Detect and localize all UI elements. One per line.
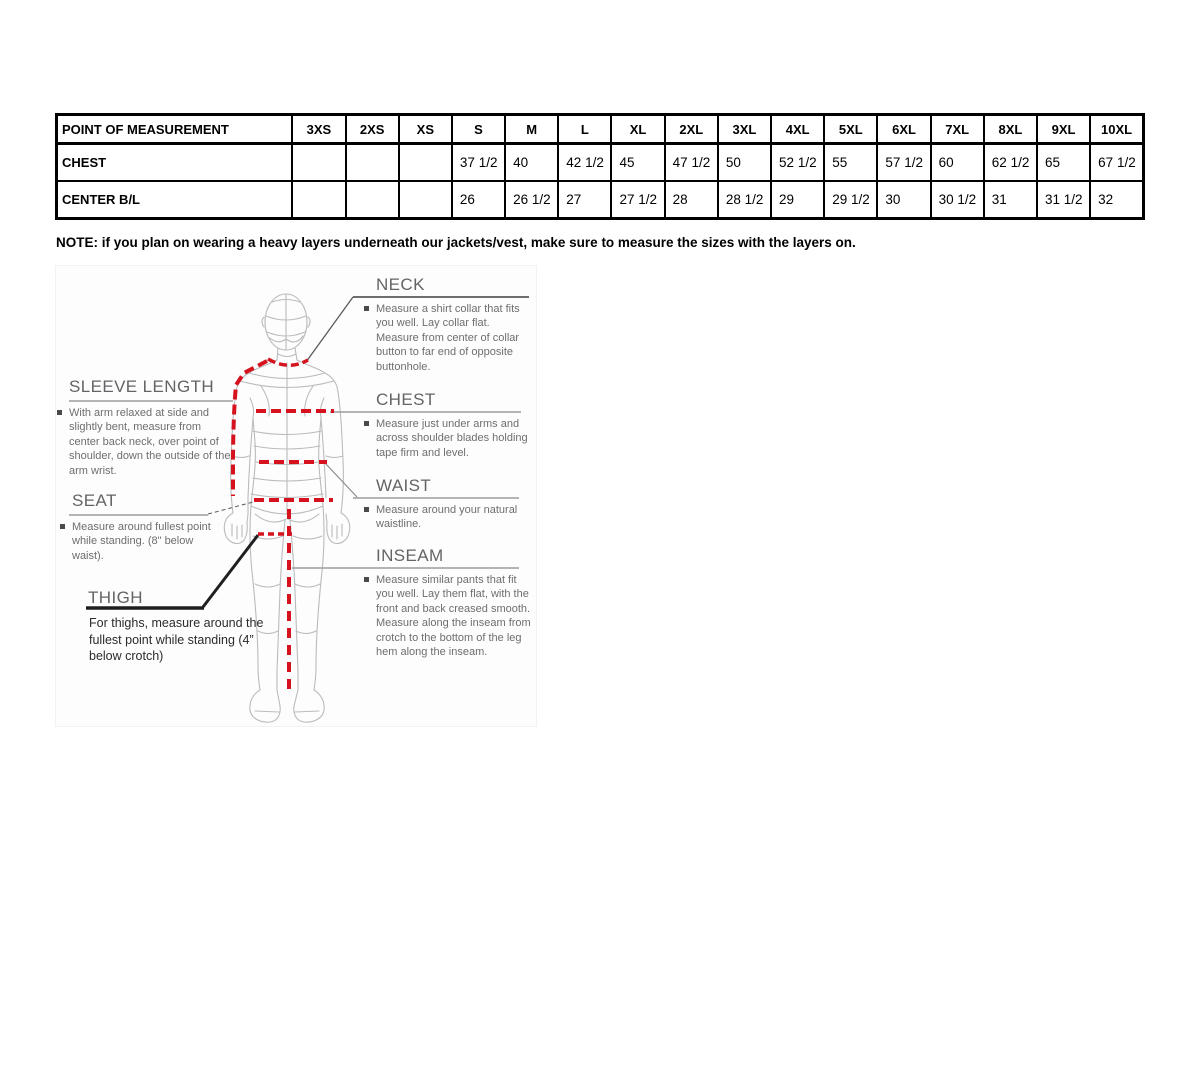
center-bl-value: 29 1/2 bbox=[824, 181, 877, 219]
column-header-s: S bbox=[452, 115, 505, 144]
chest-heading: CHEST bbox=[376, 390, 436, 409]
column-header-8xl: 8XL bbox=[984, 115, 1037, 144]
column-header-3xs: 3XS bbox=[292, 115, 345, 144]
column-header-9xl: 9XL bbox=[1037, 115, 1090, 144]
size-table bbox=[55, 113, 1145, 220]
center-bl-value: 27 1/2 bbox=[611, 181, 664, 219]
chest-value: 62 1/2 bbox=[984, 144, 1037, 182]
chest-value: 55 bbox=[824, 144, 877, 182]
center-bl-value: 27 bbox=[558, 181, 611, 219]
column-header-point-of-measurement: POINT OF MEASUREMENT bbox=[57, 115, 293, 144]
center-bl-value: 30 1/2 bbox=[931, 181, 984, 219]
center-bl-value bbox=[292, 181, 345, 219]
column-header-l: L bbox=[558, 115, 611, 144]
column-header-2xs: 2XS bbox=[346, 115, 399, 144]
center-bl-value: 29 bbox=[771, 181, 824, 219]
center-bl-value: 26 1/2 bbox=[505, 181, 558, 219]
center-bl-value bbox=[346, 181, 399, 219]
sleeve-length-description: With arm relaxed at side and slightly bent, measure from center back neck, over point of shoulder, down the outside of the arm wrist. bbox=[57, 406, 233, 478]
column-header-7xl: 7XL bbox=[931, 115, 984, 144]
chest-value: 37 1/2 bbox=[452, 144, 505, 182]
center-bl-value: 26 bbox=[452, 181, 505, 219]
thigh-heading: THIGH bbox=[88, 588, 143, 607]
column-header-xs: XS bbox=[399, 115, 452, 144]
waist-description: Measure around your natural waistline. bbox=[364, 503, 524, 532]
center-bl-value: 31 1/2 bbox=[1037, 181, 1090, 219]
chest-value: 65 bbox=[1037, 144, 1090, 182]
table-header-row bbox=[57, 115, 1144, 144]
bullet-square-icon bbox=[364, 577, 369, 582]
sleeve-length-heading: SLEEVE LENGTH bbox=[69, 377, 215, 396]
center-bl-value: 32 bbox=[1090, 181, 1143, 219]
chest-description: Measure just under arms and across shoulder blades holding tape firm and level. bbox=[364, 417, 539, 460]
seat-description: Measure around fullest point while standing. (8" below waist). bbox=[60, 520, 224, 563]
center-bl-value: 28 bbox=[665, 181, 718, 219]
waist-leader-line bbox=[325, 463, 357, 497]
chest-value bbox=[346, 144, 399, 182]
center-bl-value: 28 1/2 bbox=[718, 181, 771, 219]
column-header-10xl: 10XL bbox=[1090, 115, 1143, 144]
chest-value bbox=[292, 144, 345, 182]
bullet-square-icon bbox=[364, 507, 369, 512]
center-bl-value bbox=[399, 181, 452, 219]
column-header-5xl: 5XL bbox=[824, 115, 877, 144]
column-header-6xl: 6XL bbox=[877, 115, 930, 144]
center-bl-value: 31 bbox=[984, 181, 1037, 219]
chest-value: 42 1/2 bbox=[558, 144, 611, 182]
chest-value: 40 bbox=[505, 144, 558, 182]
neck-leader-line bbox=[306, 297, 353, 362]
center-bl-value: 30 bbox=[877, 181, 930, 219]
column-header-xl: XL bbox=[611, 115, 664, 144]
seat-heading: SEAT bbox=[72, 491, 117, 510]
chest-value bbox=[399, 144, 452, 182]
chest-value: 47 1/2 bbox=[665, 144, 718, 182]
column-header-3xl: 3XL bbox=[718, 115, 771, 144]
bullet-square-icon bbox=[57, 410, 62, 415]
chest-value: 52 1/2 bbox=[771, 144, 824, 182]
table-row-center-bl bbox=[57, 181, 1144, 219]
column-header-m: M bbox=[505, 115, 558, 144]
neck-heading: NECK bbox=[376, 275, 425, 294]
neck-description: Measure a shirt collar that fits you well. Lay collar flat. Measure from center of collar button to far end of opposite buttonhole. bbox=[364, 302, 536, 374]
waist-heading: WAIST bbox=[376, 476, 432, 495]
chest-value: 57 1/2 bbox=[877, 144, 930, 182]
chest-value: 67 1/2 bbox=[1090, 144, 1143, 182]
row-label-chest: CHEST bbox=[57, 144, 293, 182]
thigh-description: For thighs, measure around the fullest point while standing (4” below crotch) bbox=[89, 616, 264, 663]
column-header-4xl: 4XL bbox=[771, 115, 824, 144]
chest-value: 60 bbox=[931, 144, 984, 182]
sleeve-measure-line bbox=[233, 361, 267, 496]
inseam-heading: INSEAM bbox=[376, 546, 444, 565]
chest-value: 50 bbox=[718, 144, 771, 182]
bullet-square-icon bbox=[364, 306, 369, 311]
inseam-description: Measure similar pants that fit you well. Lay them flat, with the front and back creased smooth. Measure along the inseam from crotch to the bottom of the leg hem along the inseam. bbox=[364, 573, 539, 659]
measurement-diagram bbox=[55, 265, 537, 727]
table-row-chest bbox=[57, 144, 1144, 182]
bullet-square-icon bbox=[364, 421, 369, 426]
chest-value: 45 bbox=[611, 144, 664, 182]
layers-note: NOTE: if you plan on wearing a heavy layers underneath our jackets/vest, make sure to measure the sizes with the layers on. bbox=[56, 235, 856, 250]
bullet-square-icon bbox=[60, 524, 65, 529]
row-label-center-bl: CENTER B/L bbox=[57, 181, 293, 219]
column-header-2xl: 2XL bbox=[665, 115, 718, 144]
